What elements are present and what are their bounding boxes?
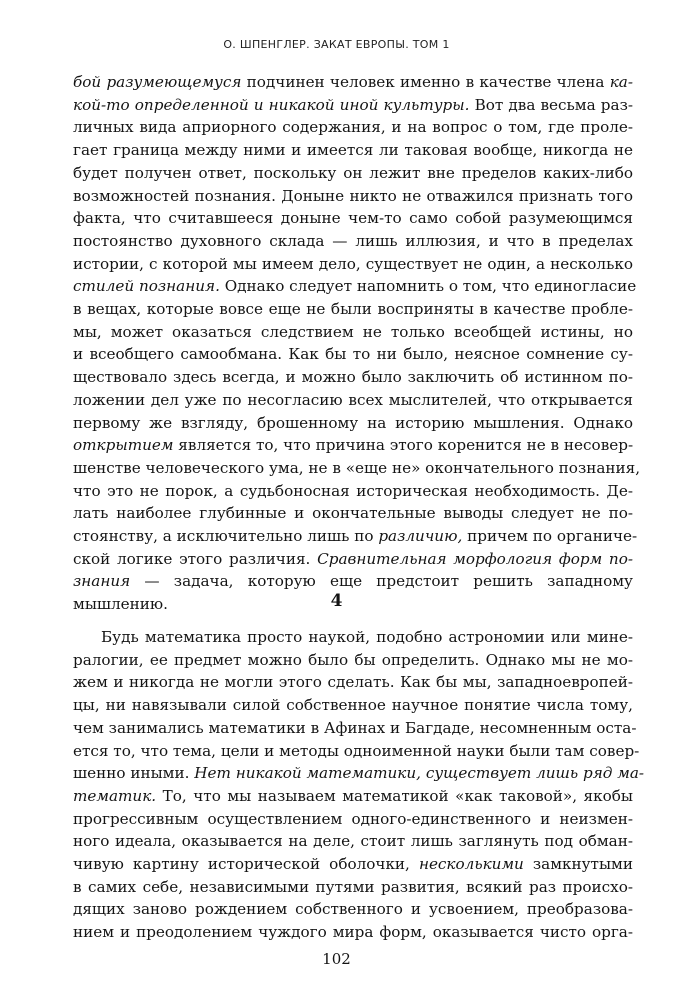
text-span: дящих заново рождением собственного и усвоением, преобразова- bbox=[73, 900, 633, 919]
text-line bbox=[73, 785, 633, 808]
italic-span: бой разумеющемуся bbox=[73, 73, 242, 91]
text-span: подчинен человек именно в качестве члена bbox=[241, 73, 610, 91]
italic-span: Нет никакой математики, существует лишь ряд ма- bbox=[194, 764, 645, 783]
text-span: ного идеала, оказывается на деле, стоит лишь заглянуть под обман- bbox=[73, 832, 633, 851]
text-line bbox=[73, 921, 633, 944]
text-span: шенно иными. bbox=[73, 764, 195, 783]
text-span: чивую картину исторической оболочки, bbox=[73, 855, 419, 874]
italic-span: знания bbox=[73, 572, 131, 591]
text-span: личных вида априорного содержания, и на вопрос о том, где проле- bbox=[73, 118, 633, 137]
running-head: О. ШПЕНГЛЕР. ЗАКАТ ЕВРОПЫ. ТОМ 1 bbox=[223, 38, 450, 51]
text-span: причем по органиче- bbox=[462, 527, 638, 546]
text-line bbox=[73, 321, 633, 344]
text-line bbox=[73, 762, 645, 785]
text-line bbox=[73, 671, 633, 694]
section-number: 4 bbox=[330, 591, 343, 611]
text-span: лать наиболее глубинные и окончательные выводы следует не по- bbox=[73, 504, 633, 523]
text-line bbox=[73, 275, 637, 298]
italic-span: тематик. bbox=[73, 786, 157, 805]
italic-span: стилей познания. bbox=[73, 277, 220, 296]
text-span: постоянство духовного склада — лишь иллюзия, и что в пределах bbox=[73, 231, 633, 250]
text-line bbox=[73, 389, 633, 412]
text-span: То, что мы называем математикой «как таковой», якобы bbox=[156, 786, 633, 805]
text-span: Будь математика просто наукой, подобно астрономии или мине- bbox=[101, 628, 633, 646]
text-span: в вещах, которые вовсе еще не были восприняты в качестве пробле- bbox=[73, 300, 633, 319]
text-span: шенстве человеческого ума, не в «еще не» окончательного познания, bbox=[73, 458, 641, 477]
text-line bbox=[73, 898, 633, 921]
italic-span: несколькими bbox=[418, 855, 524, 874]
text-span: чем занимались математики в Афинах и Багдаде, несомненным оста- bbox=[73, 718, 637, 737]
text-span: ской логике этого различия. bbox=[73, 549, 318, 568]
text-line bbox=[73, 853, 633, 876]
text-line bbox=[73, 740, 640, 763]
text-line bbox=[73, 548, 633, 571]
text-span: — задача, которую еще предстоит решить западному bbox=[130, 572, 633, 591]
text-line bbox=[73, 694, 633, 717]
text-span: замкнутыми bbox=[523, 855, 633, 874]
text-span: цы, ни навязывали силой собственное научное понятие числа тому, bbox=[73, 696, 633, 715]
italic-span: открытием bbox=[73, 436, 174, 455]
text-line bbox=[73, 876, 633, 899]
text-line bbox=[73, 808, 633, 831]
text-span: что это не порок, а судьбоносная историческая необходимость. Де- bbox=[73, 481, 633, 500]
text-span: первому же взгляду, брошенному на историю мышления. Однако bbox=[73, 413, 633, 432]
text-span: и всеобщего самообмана. Как бы то ни было, неясное сомнение су- bbox=[73, 345, 633, 364]
text-line bbox=[73, 412, 633, 435]
page-number: 102 bbox=[322, 950, 351, 968]
text-line bbox=[73, 502, 633, 525]
text-span: ложении дел уже по несогласию всех мыслителей, что открывается bbox=[73, 390, 633, 409]
text-line bbox=[73, 649, 633, 672]
text-span: мы, может оказаться следствием не только всеобщей истины, но bbox=[73, 322, 633, 341]
text-line bbox=[73, 230, 633, 253]
italic-span: кой-то определенной и никакой иной культуры. bbox=[73, 95, 470, 114]
text-line bbox=[73, 626, 633, 649]
text-span: прогрессивным осуществлением одного-единственного и неизмен- bbox=[73, 809, 633, 828]
text-span: ется то, что тема, цели и методы одноименной науки были там совер- bbox=[73, 741, 640, 760]
text-line bbox=[73, 71, 633, 94]
paragraph-1 bbox=[73, 71, 641, 616]
text-span: стоянству, а исключительно лишь по bbox=[73, 527, 379, 546]
text-span: жем и никогда не могли этого сделать. Как бы мы, западноевропей- bbox=[73, 673, 633, 692]
text-span: ралогии, ее предмет можно было бы определить. Однако мы не мо- bbox=[73, 650, 633, 669]
text-span: Однако следует напомнить о том, что единогласие bbox=[219, 277, 637, 296]
text-line bbox=[73, 94, 633, 117]
text-span: Вот два весьма раз- bbox=[469, 95, 633, 114]
text-line bbox=[73, 480, 633, 503]
text-line bbox=[73, 830, 633, 853]
italic-span: Сравнительная морфология форм по- bbox=[317, 549, 633, 568]
text-line bbox=[73, 343, 633, 366]
italic-span: различию, bbox=[378, 527, 463, 546]
text-line bbox=[73, 717, 637, 740]
text-span: ществовало здесь всегда, и можно было заключить об истинном по- bbox=[73, 368, 633, 387]
text-line bbox=[73, 253, 633, 276]
text-span: в самих себе, независимыми путями развития, всякий раз происхо- bbox=[73, 877, 633, 896]
paragraph-2 bbox=[73, 626, 645, 944]
text-line bbox=[73, 162, 633, 185]
text-span: гает граница между ними и имеется ли таковая вообще, никогда не bbox=[73, 141, 633, 160]
text-span: истории, с которой мы имеем дело, существует не один, а несколько bbox=[73, 254, 633, 273]
text-line bbox=[73, 207, 633, 230]
text-line bbox=[73, 525, 638, 548]
text-span: является то, что причина этого коренится не в несовер- bbox=[173, 436, 634, 455]
text-line bbox=[73, 434, 633, 457]
text-span: факта, что считавшееся доныне чем-то само собой разумеющимся bbox=[73, 209, 633, 228]
text-span: будет получен ответ, поскольку он лежит вне пределов каких-либо bbox=[73, 163, 633, 182]
text-line bbox=[73, 457, 641, 480]
text-line bbox=[73, 185, 633, 208]
italic-span: ка- bbox=[609, 73, 633, 91]
text-line bbox=[73, 298, 633, 321]
text-line bbox=[73, 139, 633, 162]
text-span: нием и преодолением чуждого мира форм, оказывается чисто орга- bbox=[73, 923, 633, 942]
text-span: мышлению. bbox=[73, 595, 168, 614]
text-line bbox=[73, 366, 633, 389]
text-line bbox=[73, 570, 633, 593]
text-span: возможностей познания. Доныне никто не отважился признать того bbox=[73, 186, 633, 205]
text-line bbox=[73, 116, 633, 139]
